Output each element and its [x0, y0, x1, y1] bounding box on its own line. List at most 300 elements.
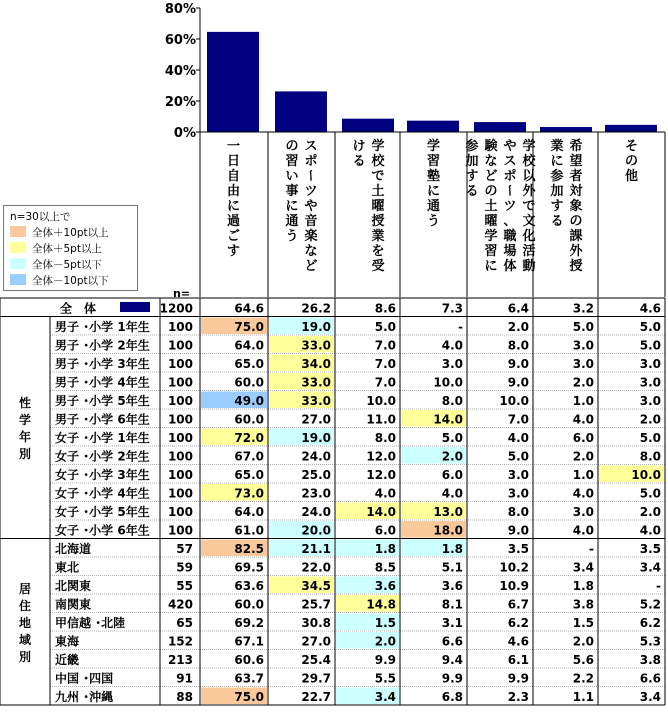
- category-label-char: う: [426, 214, 441, 229]
- row-value: 64.6: [234, 301, 264, 316]
- row-value: 2.2: [572, 671, 594, 686]
- category-label-char: 体: [503, 259, 517, 274]
- row-n: 100: [167, 523, 193, 538]
- row-value: 14.0: [366, 504, 396, 519]
- category-label-char: ス: [503, 154, 517, 169]
- row-label: 女子 ･小学 4年生: [55, 486, 150, 501]
- row-value: 5.0: [639, 338, 661, 353]
- row-value: 4.0: [441, 486, 463, 501]
- category-label-char: の: [285, 139, 299, 154]
- row-value: 69.2: [234, 615, 264, 630]
- category-label-char: 文: [522, 214, 536, 229]
- legend-label: 全体－10pt以下: [32, 275, 109, 287]
- row-value: 7.3: [441, 301, 463, 316]
- row-label: 男子 ･小学 6年生: [55, 412, 150, 427]
- row-value: 2.0: [639, 412, 661, 427]
- category-label-char: な: [304, 244, 318, 259]
- group-label-char: 住: [18, 598, 32, 613]
- group-label-char: 地: [18, 615, 32, 630]
- group-label-char: 学: [18, 413, 32, 427]
- row-value: 4.6: [507, 634, 529, 649]
- row-value: 25.4: [301, 652, 331, 667]
- category-label-char: 活: [522, 244, 536, 259]
- legend-label: 全体＋5pt以上: [32, 243, 102, 255]
- category-label-char: る: [465, 184, 479, 199]
- row-label: 男子 ･小学 4年生: [55, 375, 150, 390]
- row-n: 1200: [159, 301, 193, 316]
- category-label-char: 通: [285, 214, 299, 229]
- row-label: 南関東: [55, 597, 92, 612]
- row-value: 9.4: [441, 652, 463, 667]
- group-label-char: 域: [18, 632, 32, 647]
- category-label-char: 日: [226, 154, 241, 169]
- row-value: 6.2: [639, 615, 661, 630]
- row-value: 3.0: [572, 356, 594, 371]
- row-value: 10.0: [631, 467, 661, 482]
- row-value: 24.0: [301, 504, 331, 519]
- row-value: 1.1: [572, 689, 594, 704]
- row-value: 64.0: [234, 338, 264, 353]
- row-value: -: [656, 578, 661, 593]
- row-value: 5.0: [374, 319, 396, 334]
- row-value: 6.1: [507, 652, 529, 667]
- row-value: 5.0: [507, 449, 529, 464]
- row-value: 3.5: [639, 541, 661, 556]
- row-label: 甲信越 ･北陸: [55, 615, 126, 630]
- row-label: 女子 ･小学 6年生: [55, 523, 150, 538]
- category-label-char: ー: [302, 168, 318, 183]
- y-tick-label: 60%: [164, 33, 196, 48]
- category-label-char: 参: [465, 139, 479, 154]
- row-label: 女子 ･小学 3年生: [55, 467, 150, 482]
- row-value: 1.0: [572, 393, 594, 408]
- category-label-char: 習: [484, 244, 498, 259]
- row-value: 4.6: [639, 301, 661, 316]
- category-label-char: 事: [285, 184, 299, 199]
- row-label: 北海道: [55, 541, 92, 556]
- row-value: 3.8: [572, 597, 594, 612]
- category-label-char: 曜: [484, 214, 498, 229]
- row-n: 65: [176, 615, 193, 630]
- row-value: 24.0: [301, 449, 331, 464]
- category-label-char: に: [285, 199, 299, 214]
- category-label-char: 業: [550, 139, 564, 154]
- row-value: 65.0: [234, 356, 264, 371]
- row-value: 12.0: [366, 449, 396, 464]
- legend-item: [10, 242, 130, 255]
- row-value: 5.5: [374, 671, 396, 686]
- category-label-char: ス: [304, 139, 318, 154]
- row-value: 75.0: [234, 689, 264, 704]
- group-label-char: 別: [18, 447, 32, 461]
- row-value: 6.0: [374, 523, 396, 538]
- y-tick-label: 20%: [164, 95, 196, 110]
- legend-label: 全体－5pt以下: [32, 259, 102, 271]
- category-label-char: い: [285, 169, 299, 184]
- category-label-char: 参: [550, 169, 564, 184]
- row-value: 49.0: [234, 393, 264, 408]
- row-value: 3.0: [507, 486, 529, 501]
- row-n: 213: [167, 652, 193, 667]
- legend-title: n=30以上で: [10, 211, 71, 223]
- bar: [474, 122, 526, 132]
- bar: [207, 32, 259, 132]
- category-label-char: 対: [569, 184, 583, 199]
- row-value: 5.0: [639, 319, 661, 334]
- category-label-char: 過: [226, 214, 241, 229]
- group-label-char: 性: [18, 396, 32, 410]
- row-value: 5.0: [639, 430, 661, 445]
- row-value: 33.0: [301, 393, 331, 408]
- row-value: 60.6: [234, 652, 264, 667]
- row-value: 29.7: [301, 671, 331, 686]
- row-n: 100: [167, 449, 193, 464]
- category-label-char: 験: [484, 139, 498, 154]
- legend-item: [10, 226, 130, 239]
- row-value: 60.0: [234, 412, 264, 427]
- row-value: 2.0: [374, 634, 396, 649]
- category-label-char: 他: [624, 169, 639, 184]
- category-label-char: 曜: [371, 199, 385, 214]
- row-value: 23.0: [301, 486, 331, 501]
- row-value: 9.9: [374, 652, 396, 667]
- category-label-char: に: [426, 184, 441, 199]
- row-value: 5.1: [441, 560, 463, 575]
- row-value: 5.2: [639, 597, 661, 612]
- n-header: n=: [172, 287, 190, 300]
- row-value: 20.0: [301, 523, 331, 538]
- row-value: 7.0: [374, 375, 396, 390]
- row-n: 152: [167, 634, 193, 649]
- row-value: 3.8: [639, 652, 661, 667]
- category-label-char: 以: [522, 169, 536, 184]
- category-label-char: ー: [501, 183, 517, 198]
- row-value: 8.0: [507, 504, 529, 519]
- row-value: 8.0: [441, 393, 463, 408]
- row-value: 2.3: [507, 689, 529, 704]
- row-value: 63.7: [234, 671, 264, 686]
- category-label-char: る: [550, 214, 564, 229]
- category-label-char: 課: [569, 229, 583, 244]
- row-value: 5.6: [572, 652, 594, 667]
- row-value: 8.0: [507, 338, 529, 353]
- row-value: 22.7: [301, 689, 331, 704]
- row-value: 2.0: [572, 375, 594, 390]
- category-label-char: に: [550, 154, 564, 169]
- row-value: 65.0: [234, 467, 264, 482]
- row-value: 3.6: [441, 578, 463, 593]
- row-value: 6.2: [507, 615, 529, 630]
- row-value: 6.4: [507, 301, 529, 316]
- category-label-char: 校: [371, 154, 385, 169]
- group-label-char: 居: [18, 581, 32, 596]
- category-label-char: で: [522, 199, 536, 214]
- category-label-char: す: [465, 169, 479, 184]
- row-value: 3.1: [441, 615, 463, 630]
- category-label-char: 通: [426, 199, 441, 214]
- row-value: 5.0: [639, 486, 661, 501]
- row-label: 東北: [55, 560, 80, 575]
- category-label-char: 由: [226, 184, 241, 199]
- row-n: 100: [167, 486, 193, 501]
- row-value: 7.0: [374, 338, 396, 353]
- y-tick-label: 80%: [164, 2, 196, 17]
- category-label-char: 加: [465, 154, 479, 169]
- category-label-char: 職: [503, 229, 517, 244]
- category-label-char: 校: [522, 154, 536, 169]
- category-label-char: ツ: [503, 199, 517, 214]
- row-value: 6.0: [441, 467, 463, 482]
- row-value: 27.0: [301, 412, 331, 427]
- row-value: 5.0: [441, 430, 463, 445]
- row-value: 5.3: [639, 634, 661, 649]
- row-value: 11.0: [366, 412, 396, 427]
- category-label-char: 者: [569, 169, 583, 184]
- row-value: 9.9: [507, 671, 529, 686]
- category-label-char: 場: [503, 244, 517, 259]
- legend-swatch: [10, 226, 26, 237]
- category-label-char: ポ: [304, 154, 318, 169]
- row-value: 64.0: [234, 504, 264, 519]
- row-value: 7.0: [507, 412, 529, 427]
- row-label: 男子 ･小学 2年生: [55, 338, 150, 353]
- row-value: 5.0: [572, 319, 594, 334]
- row-value: 67.0: [234, 449, 264, 464]
- row-value: 26.2: [301, 301, 331, 316]
- row-n: 100: [167, 412, 193, 427]
- category-label-char: 塾: [426, 169, 441, 184]
- row-value: 1.8: [374, 541, 396, 556]
- row-n: 57: [176, 541, 193, 556]
- row-value: 3.4: [639, 689, 661, 704]
- category-label-char: け: [352, 139, 366, 154]
- row-value: 3.6: [374, 578, 396, 593]
- category-label-char: そ: [624, 139, 639, 154]
- row-value: 10.0: [433, 375, 463, 390]
- row-value: 73.0: [234, 486, 264, 501]
- row-value: 6.0: [572, 430, 594, 445]
- row-value: 3.0: [441, 356, 463, 371]
- row-value: 18.0: [433, 523, 463, 538]
- row-value: -: [458, 319, 463, 334]
- category-label-char: な: [484, 154, 498, 169]
- row-value: 4.0: [639, 523, 661, 538]
- row-label: 北関東: [55, 578, 92, 593]
- row-value: 8.6: [374, 301, 396, 316]
- category-label-char: で: [371, 169, 385, 184]
- category-label-char: 土: [371, 184, 385, 199]
- category-label-char: う: [285, 229, 299, 244]
- legend-swatch: [10, 274, 26, 285]
- row-value: 10.0: [366, 393, 396, 408]
- row-value: 1.8: [572, 578, 594, 593]
- row-n: 100: [167, 338, 193, 353]
- row-value: 75.0: [234, 319, 264, 334]
- y-tick-label: 40%: [164, 64, 196, 79]
- category-label-char: 音: [304, 214, 318, 229]
- category-label-char: 学: [371, 139, 385, 154]
- bar: [342, 119, 394, 132]
- row-n: 100: [167, 375, 193, 390]
- row-value: -: [589, 541, 594, 556]
- row-value: 2.0: [507, 319, 529, 334]
- row-value: 9.0: [507, 356, 529, 371]
- row-value: 33.0: [301, 338, 331, 353]
- row-value: 2.0: [572, 449, 594, 464]
- category-label-char: の: [624, 154, 639, 169]
- row-value: 9.9: [441, 671, 463, 686]
- row-value: 25.0: [301, 467, 331, 482]
- row-value: 8.0: [639, 449, 661, 464]
- category-label-char: 、: [503, 214, 517, 229]
- group-label-char: 別: [18, 649, 32, 664]
- row-value: 13.0: [433, 504, 463, 519]
- category-label-char: の: [569, 214, 583, 229]
- row-label: 男子 ･小学 1年生: [55, 319, 150, 334]
- row-value: 8.1: [441, 597, 463, 612]
- legend-item: [10, 258, 130, 271]
- row-n: 100: [167, 393, 193, 408]
- row-value: 19.0: [301, 319, 331, 334]
- row-label: 男子 ･小学 3年生: [55, 356, 150, 371]
- category-label-char: す: [550, 199, 564, 214]
- row-n: 100: [167, 356, 193, 371]
- category-label-char: す: [226, 244, 241, 259]
- category-label-char: を: [371, 244, 385, 259]
- row-value: 4.0: [572, 486, 594, 501]
- row-value: 8.0: [374, 430, 396, 445]
- category-label-char: の: [484, 184, 498, 199]
- category-label-char: 授: [569, 259, 583, 274]
- row-value: 4.0: [572, 412, 594, 427]
- row-value: 6.8: [441, 689, 463, 704]
- row-value: 4.0: [374, 486, 396, 501]
- legend-swatch: [10, 258, 26, 269]
- row-label: 東海: [55, 634, 80, 649]
- row-value: 14.0: [433, 412, 463, 427]
- row-value: 8.5: [374, 560, 396, 575]
- row-value: 2.0: [639, 504, 661, 519]
- row-value: 3.0: [572, 338, 594, 353]
- row-value: 21.1: [301, 541, 331, 556]
- category-label-char: ど: [304, 259, 318, 274]
- category-label-char: ご: [226, 229, 241, 244]
- row-value: 3.2: [572, 301, 594, 316]
- row-value: 4.0: [441, 338, 463, 353]
- row-n: 91: [176, 671, 193, 686]
- category-label-char: や: [304, 199, 318, 214]
- category-label-char: 動: [522, 259, 536, 274]
- category-label-char: 学: [484, 229, 498, 244]
- row-value: 67.1: [234, 634, 264, 649]
- row-value: 22.0: [301, 560, 331, 575]
- row-value: 69.5: [234, 560, 264, 575]
- legend-item: [10, 274, 130, 287]
- row-value: 25.7: [301, 597, 331, 612]
- row-value: 82.5: [234, 541, 264, 556]
- category-label-char: 一: [226, 139, 241, 154]
- row-value: 3.4: [639, 560, 661, 575]
- row-n: 100: [167, 319, 193, 334]
- category-label-char: 習: [285, 154, 299, 169]
- row-label: 女子 ･小学 5年生: [55, 504, 150, 519]
- row-value: 10.2: [499, 560, 529, 575]
- row-value: 72.0: [234, 430, 264, 445]
- row-value: 12.0: [366, 467, 396, 482]
- row-label: 女子 ･小学 1年生: [55, 430, 150, 445]
- category-label-char: 加: [550, 184, 564, 199]
- row-value: 3.0: [572, 504, 594, 519]
- row-value: 9.0: [507, 375, 529, 390]
- row-label: 男子 ･小学 5年生: [55, 393, 150, 408]
- row-label: 九州 ･沖縄: [55, 689, 114, 704]
- row-value: 9.0: [507, 523, 529, 538]
- row-value: 30.8: [301, 615, 331, 630]
- row-n: 100: [167, 467, 193, 482]
- category-label-char: ど: [484, 169, 498, 184]
- row-value: 10.0: [499, 393, 529, 408]
- row-value: 6.6: [639, 671, 661, 686]
- row-value: 2.0: [572, 634, 594, 649]
- category-label-char: ツ: [304, 184, 318, 199]
- row-value: 1.8: [441, 541, 463, 556]
- total-marker: [120, 302, 150, 312]
- category-label-char: 習: [426, 154, 441, 169]
- category-label-char: 象: [569, 199, 583, 214]
- row-label: 中国 ･四国: [55, 671, 114, 686]
- category-label-char: ポ: [503, 169, 517, 184]
- row-value: 3.0: [639, 393, 661, 408]
- row-value: 14.8: [366, 597, 396, 612]
- row-value: 34.0: [301, 356, 331, 371]
- row-value: 6.7: [507, 597, 529, 612]
- category-label-char: 学: [522, 139, 536, 154]
- row-label: 女子 ･小学 2年生: [55, 449, 150, 464]
- row-value: 1.5: [572, 615, 594, 630]
- row-value: 2.0: [441, 449, 463, 464]
- category-label-char: 自: [226, 169, 241, 184]
- row-value: 3.5: [507, 541, 529, 556]
- category-label-char: 土: [484, 199, 498, 214]
- row-value: 4.0: [507, 430, 529, 445]
- category-label-char: 学: [426, 139, 441, 154]
- category-label-char: や: [503, 139, 517, 154]
- row-value: 63.6: [234, 578, 264, 593]
- category-label-char: 希: [569, 139, 583, 154]
- row-value: 27.0: [301, 634, 331, 649]
- legend-swatch: [10, 242, 26, 253]
- category-label-char: る: [352, 154, 366, 169]
- row-value: 60.0: [234, 375, 264, 390]
- row-value: 10.9: [499, 578, 529, 593]
- category-label-char: 受: [371, 259, 385, 274]
- row-value: 4.0: [572, 523, 594, 538]
- bar: [275, 91, 327, 132]
- row-n: 100: [167, 504, 193, 519]
- category-label-char: 授: [371, 214, 385, 229]
- category-label-char: に: [226, 199, 241, 214]
- row-value: 3.0: [639, 375, 661, 390]
- bar: [540, 127, 592, 132]
- legend-label: 全体＋10pt以上: [32, 227, 109, 239]
- row-n: 59: [176, 560, 193, 575]
- y-tick-label: 0%: [173, 126, 196, 141]
- row-value: 3.4: [572, 560, 594, 575]
- row-value: 3.4: [374, 689, 396, 704]
- category-label-char: 外: [522, 184, 536, 199]
- row-n: 420: [167, 597, 193, 612]
- category-label-char: 楽: [304, 229, 318, 244]
